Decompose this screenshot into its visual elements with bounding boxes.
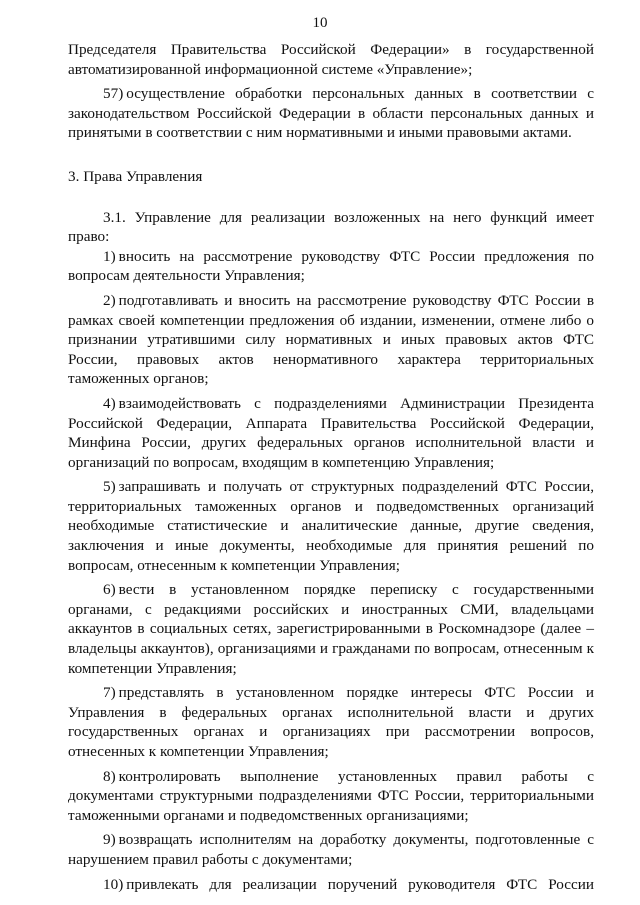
item-text: взаимодействовать с подразделениями Администрации Президента Российской Федерации, Аппарата Правительства Российской Федерации, Минфина России, других федеральных органов исполнительной власти и организаций по вопросам, входящим в компетенцию Управления; — [68, 394, 594, 471]
item-number: 4) — [103, 394, 116, 412]
item-text: осуществление обработки персональных данных в соответствии с законодательством Российской Федерации в области персональных данных и принятыми в соответствии с ним нормативными и иными правовыми актами. — [68, 85, 594, 142]
item-number: 1) — [103, 247, 116, 265]
section-intro: 3.1. Управление для реализации возложенных на него функций имеет право: — [68, 208, 594, 246]
item-text: контролировать выполнение установленных правил работы с документами структурными подразделениями ФТС России, территориальными таможенными органами и подведомственных организациями; — [68, 767, 594, 824]
item-text: вносить на рассмотрение руководству ФТС России предложения по вопросам деятельности Управления; — [68, 247, 594, 285]
item-number: 6) — [103, 581, 116, 599]
list-item-4 — [68, 394, 594, 472]
list-item-10 — [68, 875, 594, 895]
item-number: 2) — [103, 291, 116, 309]
item-number: 10) — [103, 875, 124, 893]
item-number: 9) — [103, 831, 116, 849]
item-text: подготавливать и вносить на рассмотрение руководству ФТС России в рамках своей компетенции предложения об издании, изменении, отмене либо о признании утратившими силу нормативных и иных правовых актов ФТС России, правовых актов ненормативного характера территориальных таможенных органов; — [68, 291, 594, 388]
item-text: представлять в установленном порядке интересы ФТС России и Управления в федеральных органах исполнительной власти и других государственных органах и организациях при рассмотрении вопросов, отнесенных к компетенции Управления; — [68, 684, 594, 760]
list-item-5 — [68, 477, 594, 575]
item-text: запрашивать и получать от структурных подразделений ФТС России, территориальных таможенных органов и подведомственных организаций необходимые статистические и аналитические данные, другие сведения, заключения и иные документы, необходимые для принятия решений по вопросам, отнесенным к компетенции Управления; — [68, 478, 594, 574]
list-item-2 — [68, 291, 594, 389]
list-item-9 — [68, 830, 594, 869]
page-number: 10 — [312, 15, 328, 31]
document-body — [68, 40, 594, 894]
item-number: 7) — [103, 684, 116, 702]
item-text: возвращать исполнителям на доработку документы, подготовленные с нарушением правил работы с документами; — [68, 831, 594, 868]
item-number: 57) — [103, 85, 124, 103]
list-item-7 — [68, 683, 594, 761]
lead-paragraph: Председателя Правительства Российской Федерации» в государственной автоматизированной информационной системе «Управление»; — [68, 41, 594, 78]
item-57 — [68, 84, 594, 143]
list-item-6 — [68, 580, 594, 678]
list-item-1 — [68, 247, 594, 286]
item-number: 5) — [103, 478, 116, 496]
list-item-8 — [68, 767, 594, 826]
section-title: 3. Права Управления — [68, 167, 203, 185]
item-text: привлекать для реализации поручений руководителя ФТС России — [126, 875, 594, 893]
item-number: 8) — [103, 767, 116, 785]
item-text: вести в установленном порядке переписку с государственными органами, с редакциями российских и иностранных СМИ, владельцами аккаунтов в социальных сетях, зарегистрированными в Роскомнадзоре (далее – владельцы аккаунтов), организациями и гражданами по вопросам, отнесенным к компетенции Управления; — [68, 581, 594, 677]
